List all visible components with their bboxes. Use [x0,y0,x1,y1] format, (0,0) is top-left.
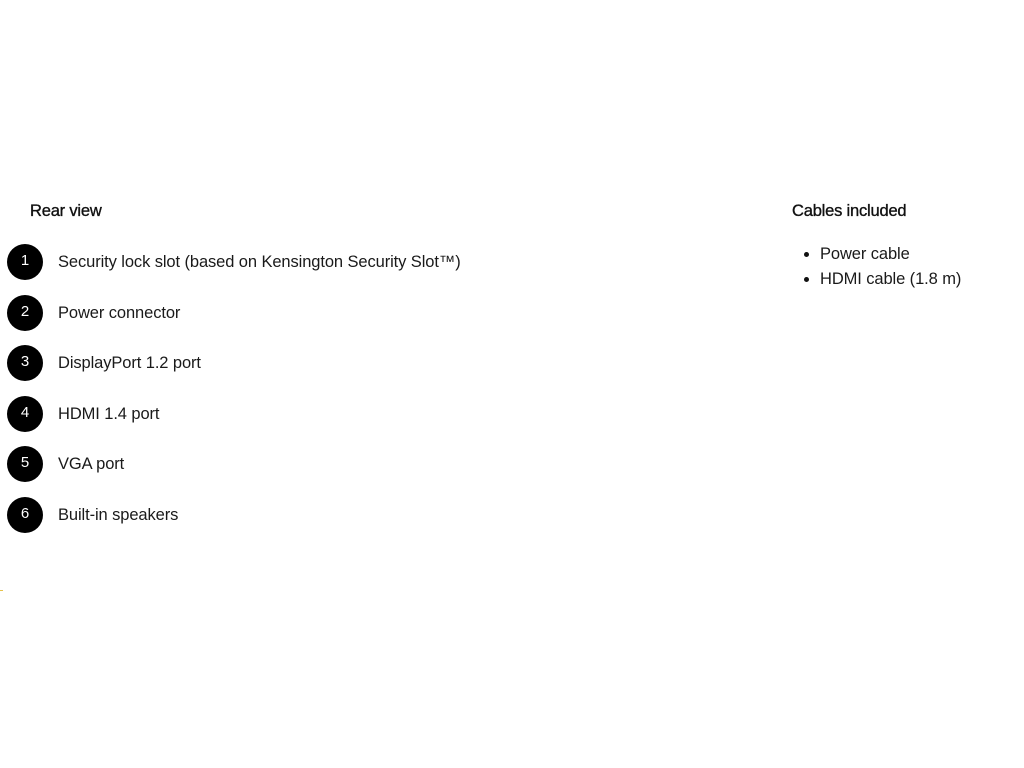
port-item [7,345,720,381]
port-list [0,244,720,533]
rear-view-section [0,200,720,548]
port-item [7,295,720,331]
port-label: Security lock slot (based on Kensington Security Slot™) [58,253,461,271]
bullet-icon [804,277,809,282]
port-label: Built-in speakers [58,505,179,524]
edge-artifact [0,590,3,591]
bullet-icon [804,252,809,257]
port-label: DisplayPort 1.2 port [58,354,201,373]
port-label: VGA port [58,455,125,474]
port-item [7,497,720,533]
port-item [7,396,720,432]
port-label: HDMI 1.4 port [58,404,160,423]
cable-label: Power cable [820,245,910,263]
port-number-badge: 2 [7,295,43,331]
rear-view-title: Rear view [30,202,102,220]
cables-included-title: Cables included [792,202,907,220]
cable-list-item [820,242,1012,267]
port-item [7,446,720,482]
port-number-badge: 1 [7,244,43,280]
cable-label: HDMI cable (1.8 m) [820,270,962,288]
port-number-badge: 5 [7,446,43,482]
cables-included-section [792,200,1012,292]
port-number-badge: 3 [7,345,43,381]
cable-list [792,242,1012,292]
port-number-badge: 6 [7,497,43,533]
port-label: Power connector [58,303,181,322]
port-item [7,244,720,280]
port-number-badge: 4 [7,396,43,432]
cable-list-item [820,267,1012,292]
